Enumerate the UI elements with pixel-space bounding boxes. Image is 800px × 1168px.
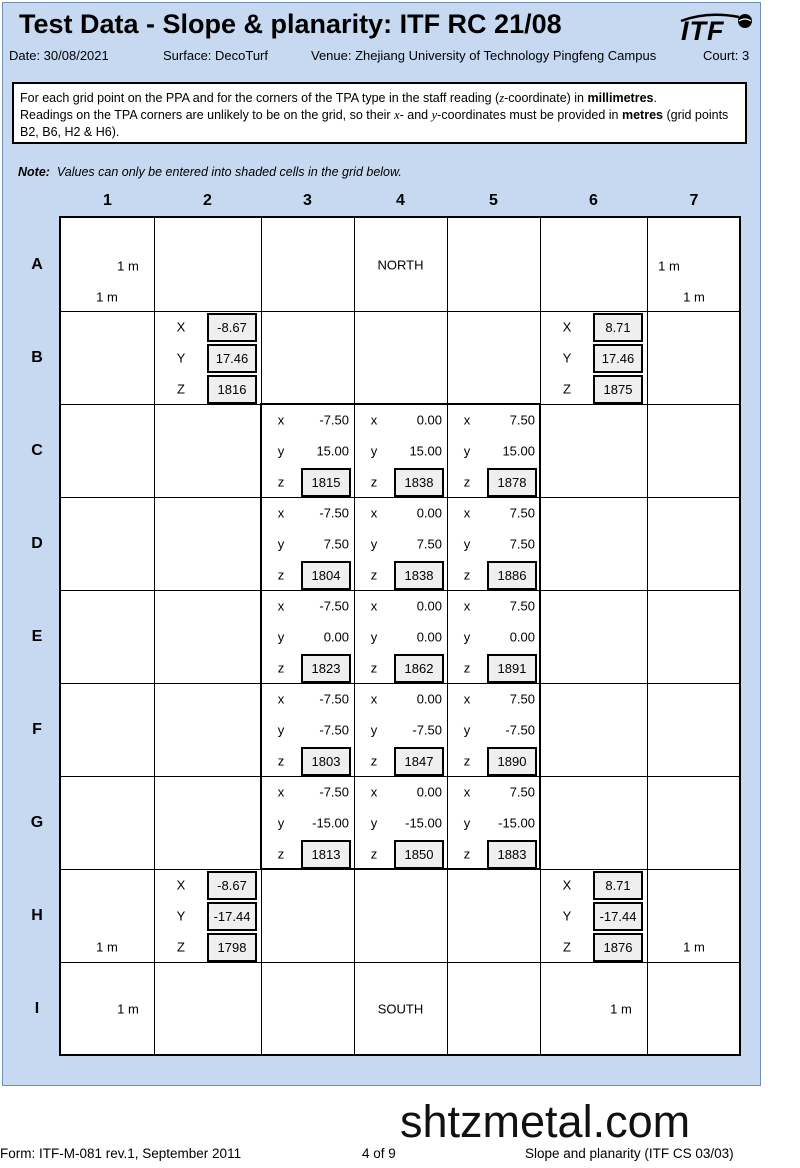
row-header-F: F (32, 720, 42, 738)
ppa-y-label: y (370, 722, 378, 738)
ppa-x-label: x (370, 598, 378, 614)
row-header-E: E (31, 627, 43, 645)
column-header-6: 6 (589, 192, 598, 209)
tpa-z-cell-H2: 1798 (207, 933, 257, 962)
tpa-x-cell-H6: 8.71 (593, 871, 643, 900)
ppa-z-label: z (463, 474, 471, 490)
ppa-z-label: z (277, 846, 285, 862)
ppa-x-value-D4: 0.00 (416, 505, 442, 521)
row-header-A: A (31, 255, 43, 273)
ppa-z-label: z (463, 660, 471, 676)
ppa-x-label: x (463, 784, 471, 800)
ppa-y-value-G5: -15.00 (498, 815, 535, 831)
row-header-B: B (31, 348, 43, 366)
ppa-y-value-D5: 7.50 (509, 536, 535, 552)
grid-hline (61, 590, 739, 591)
ppa-z-label: z (370, 474, 378, 490)
tpa-x-label: X (562, 319, 572, 335)
ppa-z-label: z (370, 567, 378, 583)
grid-hline (61, 869, 739, 870)
ppa-y-value-C4: 15.00 (409, 443, 442, 459)
column-header-3: 3 (303, 192, 312, 209)
ppa-z-cell-C5: 1878 (487, 468, 537, 497)
ppa-z-cell-E3: 1823 (301, 654, 351, 683)
ppa-z-label: z (370, 753, 378, 769)
ppa-x-label: x (463, 412, 471, 428)
ppa-z-label: z (463, 753, 471, 769)
ppa-y-label: y (277, 722, 285, 738)
column-header-5: 5 (489, 192, 498, 209)
ppa-z-label: z (277, 474, 285, 490)
ppa-y-value-F5: -7.50 (505, 722, 535, 738)
ppa-x-value-D5: 7.50 (509, 505, 535, 521)
ppa-y-value-C3: 15.00 (316, 443, 349, 459)
grid-hline (61, 683, 739, 684)
ppa-x-label: x (370, 784, 378, 800)
watermark: shtzmetal.com (400, 1096, 691, 1147)
ppa-z-cell-F5: 1890 (487, 747, 537, 776)
tpa-z-label: Z (563, 381, 571, 397)
tpa-z-label: Z (177, 381, 185, 397)
ppa-y-label: y (277, 443, 285, 459)
tpa-x-label: X (562, 877, 572, 893)
tpa-x-cell-H2: -8.67 (207, 871, 257, 900)
ppa-z-label: z (370, 660, 378, 676)
itf-logo-text: ITF (681, 16, 725, 43)
grid-vline (447, 218, 448, 1054)
tpa-y-label: Y (562, 908, 572, 924)
grid-vline (154, 218, 155, 1054)
grid-vline (261, 218, 262, 1054)
ppa-z-cell-D4: 1838 (394, 561, 444, 590)
dimension-label-1m: 1 m (117, 1001, 139, 1017)
ppa-z-cell-C4: 1838 (394, 468, 444, 497)
dimension-label-1m: 1 m (117, 258, 139, 274)
ppa-z-label: z (277, 660, 285, 676)
row-header-G: G (30, 813, 44, 831)
ppa-y-label: y (277, 536, 285, 552)
ppa-y-label: y (277, 629, 285, 645)
itf-logo (677, 9, 757, 43)
dimension-label-1m: 1 m (658, 258, 680, 274)
ppa-y-value-D4: 7.50 (416, 536, 442, 552)
tpa-z-label: Z (563, 939, 571, 955)
ppa-x-label: x (277, 412, 285, 428)
row-header-C: C (31, 441, 43, 459)
ppa-x-value-F4: 0.00 (416, 691, 442, 707)
ppa-x-value-C5: 7.50 (509, 412, 535, 428)
ppa-y-label: y (370, 443, 378, 459)
tpa-x-cell-B6: 8.71 (593, 313, 643, 342)
ppa-x-value-E3: -7.50 (319, 598, 349, 614)
ppa-y-label: y (463, 815, 471, 831)
ppa-x-label: x (370, 505, 378, 521)
ppa-z-cell-D3: 1804 (301, 561, 351, 590)
ppa-y-label: y (277, 815, 285, 831)
ppa-y-value-E4: 0.00 (416, 629, 442, 645)
venue-field: Venue: Zhejiang University of Technology Pingfeng Campus (311, 48, 657, 63)
footer-doc: Slope and planarity (ITF CS 03/03) (525, 1146, 734, 1161)
ppa-x-value-E5: 7.50 (509, 598, 535, 614)
tpa-y-cell-B2: 17.46 (207, 344, 257, 373)
ppa-y-value-F3: -7.50 (319, 722, 349, 738)
tpa-y-label: Y (176, 350, 186, 366)
ppa-y-label: y (370, 536, 378, 552)
footer-page: 4 of 9 (362, 1146, 396, 1161)
ppa-z-label: z (277, 567, 285, 583)
ppa-z-label: z (463, 567, 471, 583)
tpa-y-cell-B6: 17.46 (593, 344, 643, 373)
ppa-x-value-E4: 0.00 (416, 598, 442, 614)
ppa-x-value-G3: -7.50 (319, 784, 349, 800)
ppa-x-value-D3: -7.50 (319, 505, 349, 521)
date-field: Date: 30/08/2021 (9, 48, 109, 63)
ppa-z-cell-C3: 1815 (301, 468, 351, 497)
ppa-x-label: x (277, 784, 285, 800)
ppa-y-label: y (463, 722, 471, 738)
ppa-y-label: y (370, 629, 378, 645)
ppa-y-value-E3: 0.00 (323, 629, 349, 645)
ppa-z-label: z (370, 846, 378, 862)
tpa-x-label: X (176, 319, 186, 335)
ppa-y-value-D3: 7.50 (323, 536, 349, 552)
ppa-x-label: x (370, 412, 378, 428)
page-title: Test Data - Slope & planarity: ITF RC 21/08 (19, 9, 562, 39)
grid-vline (647, 218, 648, 1054)
dimension-label-1m: 1 m (610, 1001, 632, 1017)
ppa-z-cell-E5: 1891 (487, 654, 537, 683)
grid-hline (61, 311, 739, 312)
tpa-y-label: Y (176, 908, 186, 924)
grid-hline (61, 776, 739, 777)
ppa-y-label: y (463, 443, 471, 459)
tpa-x-label: X (176, 877, 186, 893)
dimension-label-1m: 1 m (683, 939, 705, 955)
ppa-x-label: x (463, 598, 471, 614)
ppa-y-value-G4: -15.00 (405, 815, 442, 831)
ppa-x-label: x (463, 505, 471, 521)
north-label: NORTH (377, 257, 424, 273)
instructions-box: For each grid point on the PPA and for the corners of the TPA type in the staff reading (z-coordinate) in millimetres. Readings on the TPA corners are unlikely to be on the grid, so their x- and y-coordinates must be provided in metres (grid points B2, B6, H2 & H6). (12, 82, 747, 144)
ppa-y-label: y (370, 815, 378, 831)
ppa-z-label: z (277, 753, 285, 769)
south-label: SOUTH (377, 1001, 424, 1017)
ppa-z-cell-G3: 1813 (301, 840, 351, 869)
ppa-x-label: x (277, 598, 285, 614)
row-header-I: I (34, 999, 40, 1017)
surface-field: Surface: DecoTurf (163, 48, 269, 63)
column-header-2: 2 (203, 192, 212, 209)
ppa-x-value-C4: 0.00 (416, 412, 442, 428)
tpa-z-cell-H6: 1876 (593, 933, 643, 962)
ppa-x-label: x (277, 691, 285, 707)
column-header-7: 7 (689, 192, 699, 209)
dimension-label-1m: 1 m (683, 289, 705, 305)
ppa-y-value-G3: -15.00 (312, 815, 349, 831)
row-header-D: D (31, 534, 43, 552)
ppa-x-label: x (463, 691, 471, 707)
tpa-y-label: Y (562, 350, 572, 366)
ppa-x-value-F3: -7.50 (319, 691, 349, 707)
tpa-z-label: Z (177, 939, 185, 955)
dimension-label-1m: 1 m (96, 939, 118, 955)
measurement-grid (59, 216, 741, 1056)
grid-hline (61, 404, 739, 405)
ppa-y-value-C5: 15.00 (502, 443, 535, 459)
ppa-z-cell-D5: 1886 (487, 561, 537, 590)
grid-vline (540, 218, 541, 1054)
tpa-z-cell-B2: 1816 (207, 375, 257, 404)
dimension-label-1m: 1 m (96, 289, 118, 305)
tpa-x-cell-B2: -8.67 (207, 313, 257, 342)
ppa-z-cell-G4: 1850 (394, 840, 444, 869)
ppa-x-label: x (277, 505, 285, 521)
ppa-x-value-F5: 7.50 (509, 691, 535, 707)
ppa-z-label: z (463, 846, 471, 862)
ppa-y-label: y (463, 536, 471, 552)
grid-hline (61, 497, 739, 498)
ppa-y-value-E5: 0.00 (509, 629, 535, 645)
court-field: Court: 3 (703, 48, 750, 63)
ppa-x-value-G5: 7.50 (509, 784, 535, 800)
tpa-z-cell-B6: 1875 (593, 375, 643, 404)
column-header-4: 4 (396, 192, 405, 209)
ppa-x-label: x (370, 691, 378, 707)
note-text: Note: Values can only be entered into shaded cells in the grid below. (18, 165, 402, 179)
ppa-z-cell-G5: 1883 (487, 840, 537, 869)
column-header-1: 1 (103, 192, 112, 209)
row-header-H: H (31, 906, 43, 924)
tpa-y-cell-H6: -17.44 (593, 902, 643, 931)
grid-vline (354, 218, 355, 1054)
ppa-z-cell-E4: 1862 (394, 654, 444, 683)
tpa-y-cell-H2: -17.44 (207, 902, 257, 931)
footer-form: Form: ITF-M-081 rev.1, September 2011 (0, 1146, 242, 1161)
ppa-x-value-C3: -7.50 (319, 412, 349, 428)
ppa-y-label: y (463, 629, 471, 645)
ppa-x-value-G4: 0.00 (416, 784, 442, 800)
grid-hline (61, 962, 739, 963)
ppa-z-cell-F4: 1847 (394, 747, 444, 776)
ppa-z-cell-F3: 1803 (301, 747, 351, 776)
ppa-y-value-F4: -7.50 (412, 722, 442, 738)
